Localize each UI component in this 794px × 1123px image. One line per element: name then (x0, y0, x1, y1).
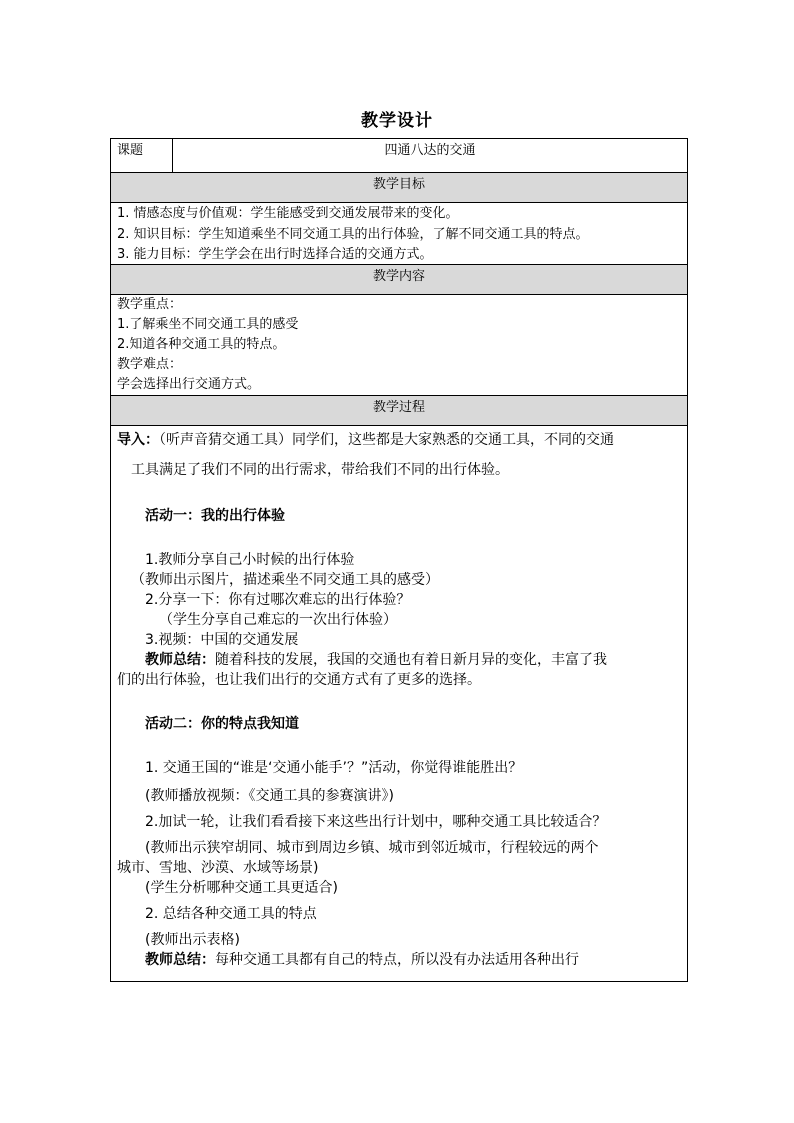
process-header: 教学过程 (111, 396, 688, 426)
activity1-line: 3.视频：中国的交通发展 (145, 632, 299, 648)
activity2-line: 2. 总结各种交通工具的特点 (145, 906, 317, 922)
objective-item: 2. 知识目标：学生知道乘坐不同交通工具的出行体验，了解不同交通工具的特点。 (117, 227, 589, 242)
difficulty-label: 教学难点： (117, 357, 183, 372)
course-row (111, 139, 688, 173)
content-header-row (111, 265, 688, 295)
activity2-line: (学生分析哪种交通工具更适合) (145, 880, 338, 896)
content-header: 教学内容 (111, 265, 688, 295)
key-point-item: 2.知道各种交通工具的特点。 (117, 337, 286, 352)
activity2-line: 2.加试一轮，让我们看看接下来这些出行计划中，哪种交通工具比较适合？ (145, 814, 607, 830)
activity2-line: 1. 交通王国的“谁是‘交通小能手’？”活动，你觉得谁能胜出？ (145, 760, 523, 776)
objectives-header: 教学目标 (111, 173, 688, 203)
activity1-summary (117, 650, 681, 670)
intro-line (117, 430, 681, 450)
activity1-summary-label: 教师总结： (145, 652, 215, 668)
difficulty-item: 学会选择出行交通方式。 (117, 377, 261, 392)
activity1-summary-line-2: 们的出行体验，也让我们出行的交通方式有了更多的选择。 (117, 672, 481, 688)
objective-item: 1. 情感态度与价值观：学生能感受到交通发展带来的变化。 (117, 206, 459, 221)
activity2-line: (教师出示狭窄胡同、城市到周边乡镇、城市到邻近城市，行程较远的两个 (145, 840, 599, 856)
activity2-summary-label: 教师总结： (145, 952, 215, 968)
activity2-summary-text: 每种交通工具都有自己的特点，所以没有办法适用各种出行 (215, 952, 579, 968)
objectives-header-row (111, 173, 688, 203)
objectives-cell (111, 203, 688, 265)
activity2-line: 城市、雪地、沙漠、水域等场景) (117, 860, 319, 876)
activity1-summary-text: 随着科技的发展，我国的交通也有着日新月异的变化，丰富了我 (215, 652, 607, 668)
activity1-line: （学生分享自己难忘的一次出行体验） (159, 612, 397, 628)
document-title: 教学设计 (361, 111, 433, 131)
activity1-line: 2.分享一下：你有过哪次难忘的出行体验？ (145, 592, 411, 608)
activity1-line: 1.教师分享自己小时候的出行体验 (145, 552, 355, 568)
key-points-label: 教学重点： (117, 297, 183, 312)
activity2-summary (117, 950, 681, 970)
key-point-item: 1.了解乘坐不同交通工具的感受 (117, 317, 299, 332)
process-row (111, 426, 688, 982)
content-cell (111, 295, 688, 396)
intro-text: （听声音猜交通工具）同学们，这些都是大家熟悉的交通工具，不同的交通 (159, 432, 614, 448)
intro-line-2: 工具满足了我们不同的出行需求，带给我们不同的出行体验。 (131, 462, 509, 478)
process-cell (111, 426, 688, 982)
course-title: 四通八达的交通 (173, 139, 688, 173)
activity1-line: （教师出示图片，描述乘坐不同交通工具的感受） (131, 572, 439, 588)
lesson-plan-table (110, 138, 688, 982)
activity2-line: (教师出示表格) (145, 932, 240, 948)
intro-label: 导入： (117, 432, 159, 448)
activity1-title: 活动一：我的出行体验 (145, 508, 285, 524)
activity2-title: 活动二：你的特点我知道 (145, 716, 299, 732)
objective-item: 3. 能力目标：学生学会在出行时选择合适的交通方式。 (117, 247, 433, 262)
course-label: 课题 (111, 139, 173, 173)
activity2-line: (教师播放视频：《交通工具的参赛演讲》) (145, 788, 394, 804)
objectives-row (111, 203, 688, 265)
process-header-row (111, 396, 688, 426)
content-row (111, 295, 688, 396)
